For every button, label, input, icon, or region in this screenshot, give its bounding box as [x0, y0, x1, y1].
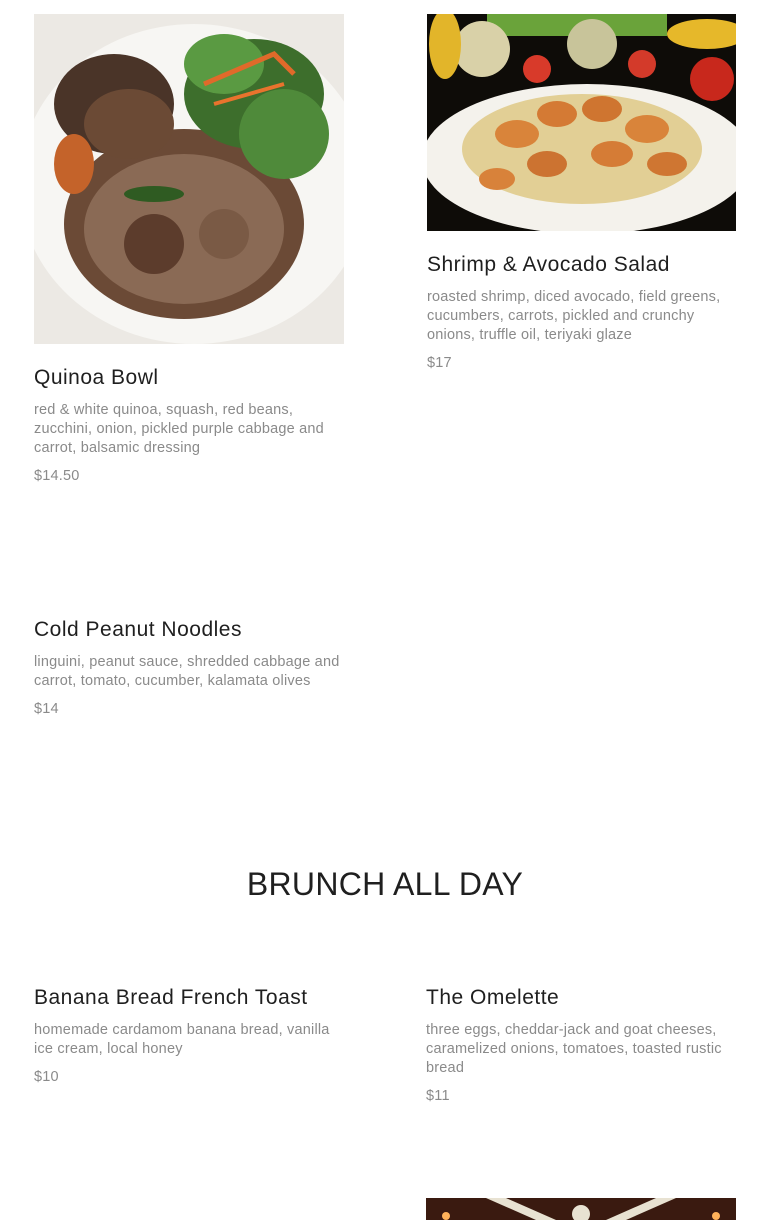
shrimp-salad-photo: [427, 14, 736, 231]
brunch-photo-partial: [426, 1198, 736, 1220]
quinoa-bowl-image: [34, 14, 344, 344]
menu-item-description: red & white quinoa, squash, red beans, zucchini, onion, pickled purple cabbage and carrot, balsamic dressing: [34, 402, 324, 456]
menu-item-name: Quinoa Bowl: [34, 366, 159, 389]
menu-item-name: Banana Bread French Toast: [34, 986, 308, 1009]
menu-item-price: $10: [34, 1069, 59, 1085]
menu-item-name: The Omelette: [426, 986, 560, 1009]
menu-item-name: Cold Peanut Noodles: [34, 618, 242, 641]
quinoa-bowl-photo: [34, 14, 344, 344]
menu-item-description: three eggs, cheddar-jack and goat cheeses, caramelized onions, tomatoes, toasted rustic bread: [426, 1022, 722, 1076]
menu-item-price: $11: [426, 1088, 450, 1104]
brunch-photo-image: [426, 1198, 736, 1220]
menu-item-the-omelette: [426, 985, 736, 1104]
menu-item-quinoa-bowl: [34, 365, 344, 484]
menu-item-shrimp-avocado-salad: [427, 252, 737, 371]
menu-item-banana-bread-french-toast: [34, 985, 344, 1085]
shrimp-salad-image: [427, 14, 736, 231]
menu-item-name: Shrimp & Avocado Salad: [427, 253, 670, 276]
menu-item-price: $14: [34, 701, 59, 717]
section-title-brunch: BRUNCH ALL DAY: [246, 866, 524, 902]
menu-item-price: $14.50: [34, 468, 80, 484]
menu-item-description: roasted shrimp, diced avocado, field greens, cucumbers, carrots, pickled and crunchy onions, truffle oil, teriyaki glaze: [427, 289, 721, 343]
menu-item-description: homemade cardamom banana bread, vanilla ice cream, local honey: [34, 1022, 330, 1057]
menu-item-price: $17: [427, 355, 452, 371]
menu-item-cold-peanut-noodles: [34, 617, 344, 717]
menu-item-description: linguini, peanut sauce, shredded cabbage and carrot, tomato, cucumber, kalamata olives: [34, 654, 340, 689]
